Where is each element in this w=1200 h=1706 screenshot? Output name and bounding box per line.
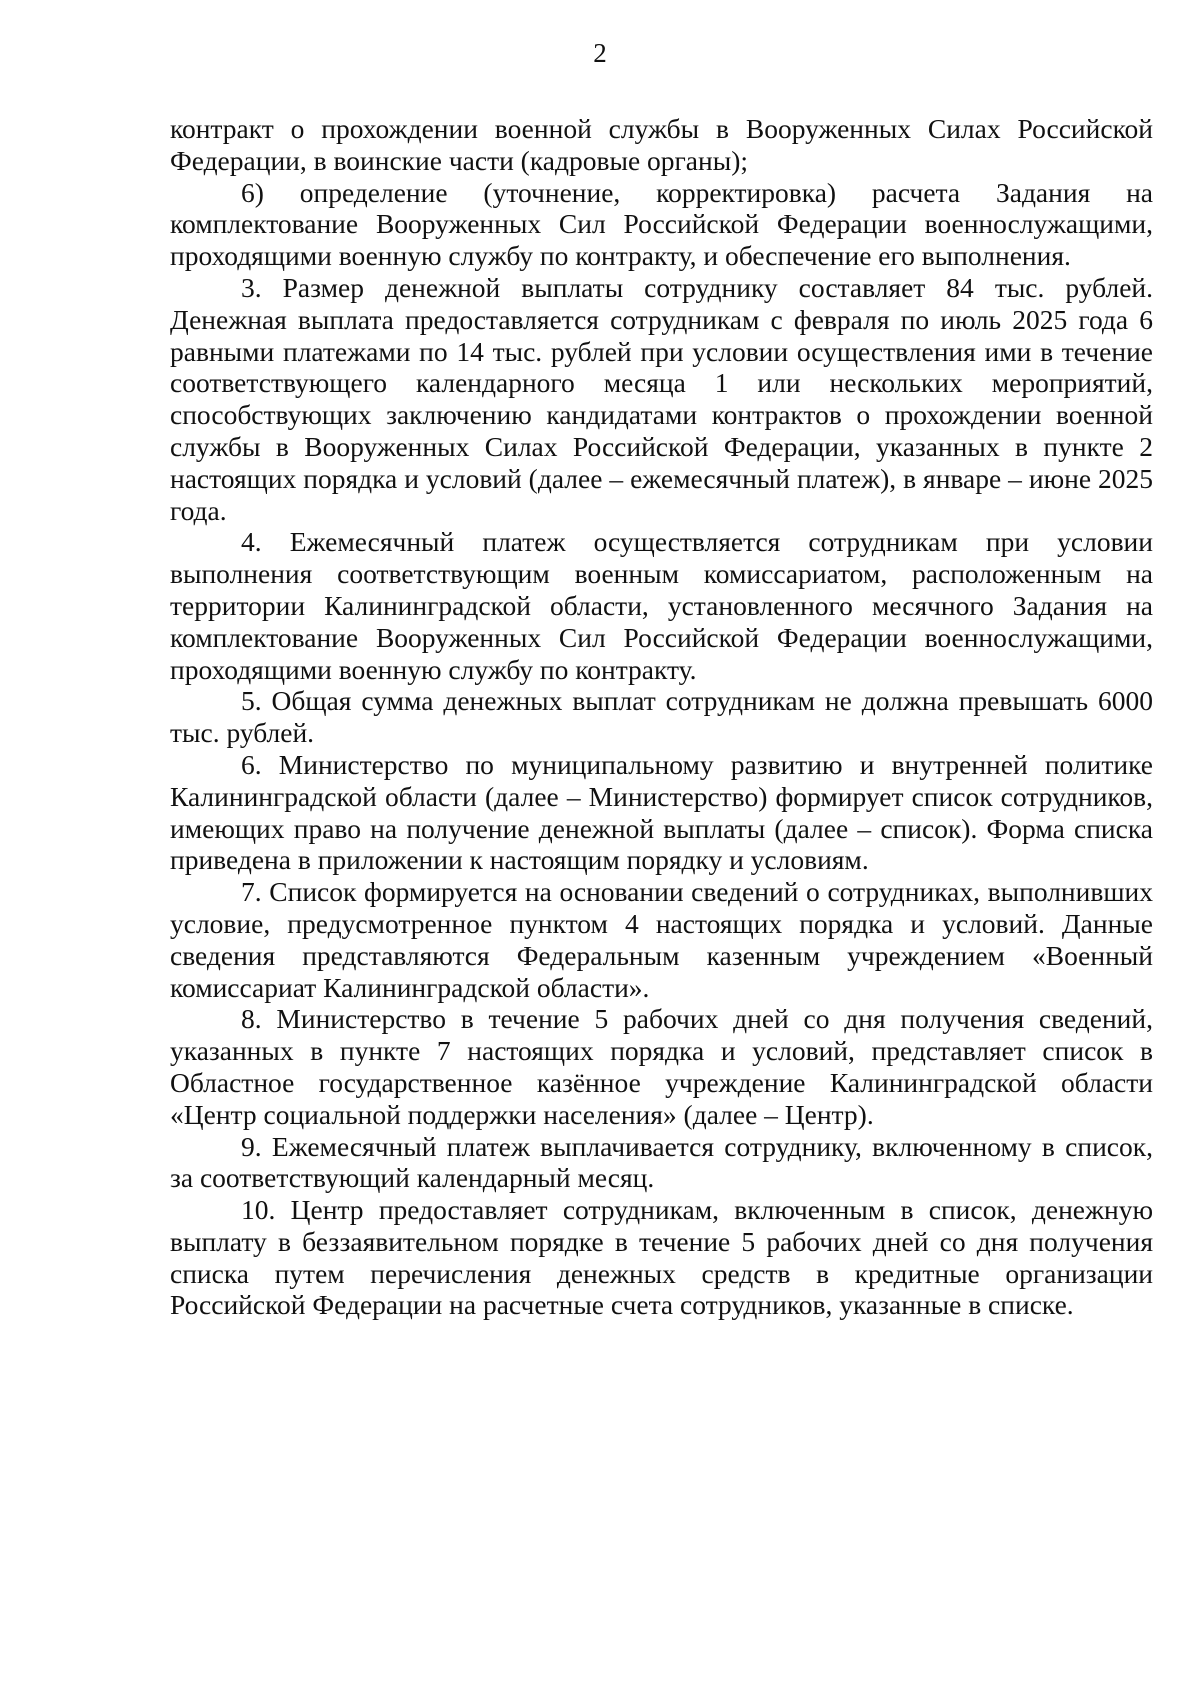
paragraph-point-10: 10. Центр предоставляет сотрудникам, включенным в список, денежную выплату в беззаявительном порядке в течение 5 рабочих дней со дня получения списка путем перечисления денежных средств в кредитные организации Российской Федерации на расчетные счета сотрудников, указанные в списке.	[170, 1194, 1153, 1321]
paragraph-point-4: 4. Ежемесячный платеж осуществляется сотрудникам при условии выполнения соответствующим военным комиссариатом, расположенным на территории Калининградской области, установленного месячного Задания на комплектование Вооруженных Сил Российской Федерации военнослужащими, проходящими военную службу по контракту.	[170, 526, 1153, 685]
paragraph-point-6: 6. Министерство по муниципальному развитию и внутренней политике Калининградской области (далее – Министерство) формирует список сотрудников, имеющих право на получение денежной выплаты (далее – список). Форма списка приведена в приложении к настоящим порядку и условиям.	[170, 748, 1153, 876]
document-body	[170, 113, 1153, 1321]
paragraph-point-5: 5. Общая сумма денежных выплат сотрудникам не должна превышать 6000 тыс. рублей.	[170, 685, 1153, 749]
paragraph-point-7: 7. Список формируется на основании сведений о сотрудниках, выполнивших условие, предусмотренное пунктом 4 настоящих порядка и условий. Данные сведения представляются Федеральным казенным учреждением «Военный комиссариат Калининградской области».	[170, 876, 1153, 1003]
paragraph-point-8: 8. Министерство в течение 5 рабочих дней со дня получения сведений, указанных в пункте 7 настоящих порядка и условий, представляет список в Областное государственное казённое учреждение Калининградской области «Центр социальной поддержки населения» (далее – Центр).	[170, 1003, 1153, 1130]
paragraph-item-6: 6) определение (уточнение, корректировка) расчета Задания на комплектование Вооруженных Сил Российской Федерации военнослужащими, проходящими военную службу по контракту, и обеспечение его выполнения.	[170, 176, 1153, 272]
page-number: 2	[593, 38, 607, 68]
paragraph-point-3: 3. Размер денежной выплаты сотруднику составляет 84 тыс. рублей. Денежная выплата предоставляется сотрудникам с февраля по июль 2025 года 6 равными платежами по 14 тыс. рублей при условии осуществления ими в течение соответствующего календарного месяца 1 или нескольких мероприятий, способствующих заключению кандидатами контрактов о прохождении военной службы в Вооруженных Силах Российской Федерации, указанных в пункте 2 настоящих порядка и условий (далее – ежемесячный платеж), в январе – июне 2025 года.	[170, 271, 1153, 526]
paragraph-continuation: контракт о прохождении военной службы в Вооруженных Силах Российской Федерации, в воинские части (кадровые органы);	[170, 113, 1153, 176]
paragraph-point-9: 9. Ежемесячный платеж выплачивается сотруднику, включенному в список, за соответствующий календарный месяц.	[170, 1130, 1153, 1194]
